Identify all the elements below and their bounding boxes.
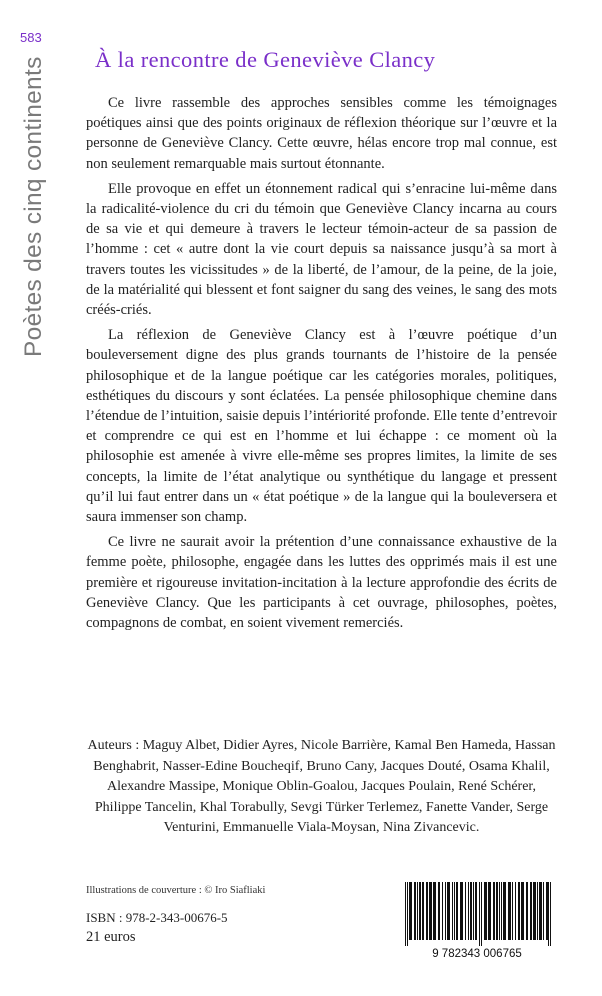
series-number: 583 <box>20 30 42 45</box>
barcode-bar <box>515 882 516 940</box>
barcode-bar <box>438 882 440 940</box>
barcode-bar <box>518 882 520 940</box>
barcode-bar <box>496 882 498 940</box>
barcode-bar <box>429 882 432 940</box>
barcode-bar <box>442 882 443 940</box>
barcode-bar <box>433 882 436 940</box>
illustration-credit: Illustrations de couverture : © Iro Siafliaki <box>86 885 266 896</box>
barcode-guard-bar <box>407 882 408 946</box>
barcode-bar <box>414 882 416 940</box>
barcode-bar <box>465 882 466 940</box>
barcode-bar <box>447 882 450 940</box>
barcode-guard-bar <box>481 882 482 946</box>
paragraph: Ce livre ne saurait avoir la prétention d’une connaissance exhaustive de la femme poète, philosophe, engagée dans les luttes des opprimés mais il est une première et rigoureuse invitation-incitation à la lecture approfondie des écrits de Geneviève Clancy. Que les participants à cet ouvrage, philosophes, poètes, compagnons de combat, en soient vivement remerciés. <box>86 534 557 632</box>
barcode-bar <box>488 882 491 940</box>
barcode-bar <box>521 882 524 940</box>
book-title: À la rencontre de Geneviève Clancy <box>95 47 436 72</box>
barcode-bar <box>460 882 463 940</box>
barcode-bar <box>512 882 513 940</box>
isbn: ISBN : 978-2-343-00676-5 <box>86 910 228 925</box>
barcode-bar <box>445 882 446 940</box>
barcode-bar <box>454 882 455 940</box>
barcode-bar <box>475 882 477 940</box>
barcode-bar <box>543 882 544 940</box>
barcode-guard-bar <box>550 882 551 946</box>
barcode-bar <box>499 882 500 940</box>
barcode-bar <box>426 882 428 940</box>
barcode-bar <box>470 882 472 940</box>
barcode-bar <box>417 882 418 940</box>
barcode-bar <box>422 882 424 940</box>
barcode-bar <box>501 882 502 940</box>
barcode-digits: 9 782343 006765 <box>432 948 522 960</box>
barcode-bar <box>537 882 538 940</box>
barcode-guard-bar <box>548 882 549 946</box>
back-cover-text <box>86 93 557 638</box>
barcode-bar <box>508 882 511 940</box>
barcode-bar <box>539 882 542 940</box>
barcode-bar <box>484 882 487 940</box>
barcode-guard-bar <box>479 882 480 946</box>
barcode-bar <box>473 882 474 940</box>
paragraph: La réflexion de Geneviève Clancy est à l’œuvre poétique d’un bouleversement digne des plus grands tournants de l’histoire de la pensée philosophique et de la langue poétique car les catégories morales, politiques, esthétiques du discours y sont éclatées. La pensée philosophique chemine dans l’étendue de l’intuition, saisie depuis l’intériorité profonde. Elle tente d’entrevoir et comprendre ce qui est en l’homme et lui échappe : ce moment où la philosophie est amenée à vivre elle-même ses propres limites, la limite de ses concepts, la limite de l’état analytique ou synthétique du langage et pressent qu’il lui faut entrer dans un « état poétique » de la langue qui la bouleversera et saura immenser son champ. <box>86 327 557 526</box>
barcode-bar <box>493 882 495 940</box>
price: 21 euros <box>86 929 136 945</box>
barcode-bar <box>452 882 453 940</box>
barcode-bar <box>526 882 528 940</box>
barcode-bar <box>468 882 469 940</box>
barcode-bar <box>533 882 536 940</box>
barcode-bar <box>530 882 532 940</box>
barcode-bar <box>503 882 506 940</box>
barcode-bar <box>409 882 412 940</box>
barcode-guard-bar <box>405 882 406 946</box>
series-name: Poètes des cinq continents <box>20 56 47 357</box>
paragraph: Elle provoque en effet un étonnement radical qui s’enracine lui-même dans la radicalité-violence du cri du témoin que Geneviève Clancy incarna au cours de sa vie et qui demeure à travers le lecteur témoin-acteur de sa passion de l’homme : cet « autre dont la vie court depuis sa naissance jusqu’à sa mort à travers toutes les vicissitudes » de la liberté, de l’amour, de la peine, de la joie, de la matérialité qui blessent et font saigner du sang des veines, le sang des mots créés-criés. <box>86 180 557 319</box>
barcode-bar <box>456 882 458 940</box>
authors-list: Auteurs : Maguy Albet, Didier Ayres, Nicole Barrière, Kamal Ben Hameda, Hassan Benghabrit, Nasser-Edine Boucheqif, Bruno Cany, Jacques Douté, Osama Khalil, Alexandre Massipe, Monique Oblin-Goalou, Jacques Poulain, René Schérer, Philippe Tancelin, Khal Torabully, Sevgi Türker Terlemez, Fanette Vander, Serge Venturini, Emmanuelle Viala-Moysan, Nina Zivancevic. <box>87 738 556 836</box>
barcode-bar <box>419 882 421 940</box>
barcode <box>397 882 557 960</box>
paragraph: Ce livre rassemble des approches sensibles comme les témoignages poétiques ainsi que des points originaux de réflexion théorique sur l’œuvre et la personne de Geneviève Clancy. Cette œuvre, hélas encore trop mal connue, est non seulement remarquable mais surtout étonnante. <box>86 95 557 172</box>
